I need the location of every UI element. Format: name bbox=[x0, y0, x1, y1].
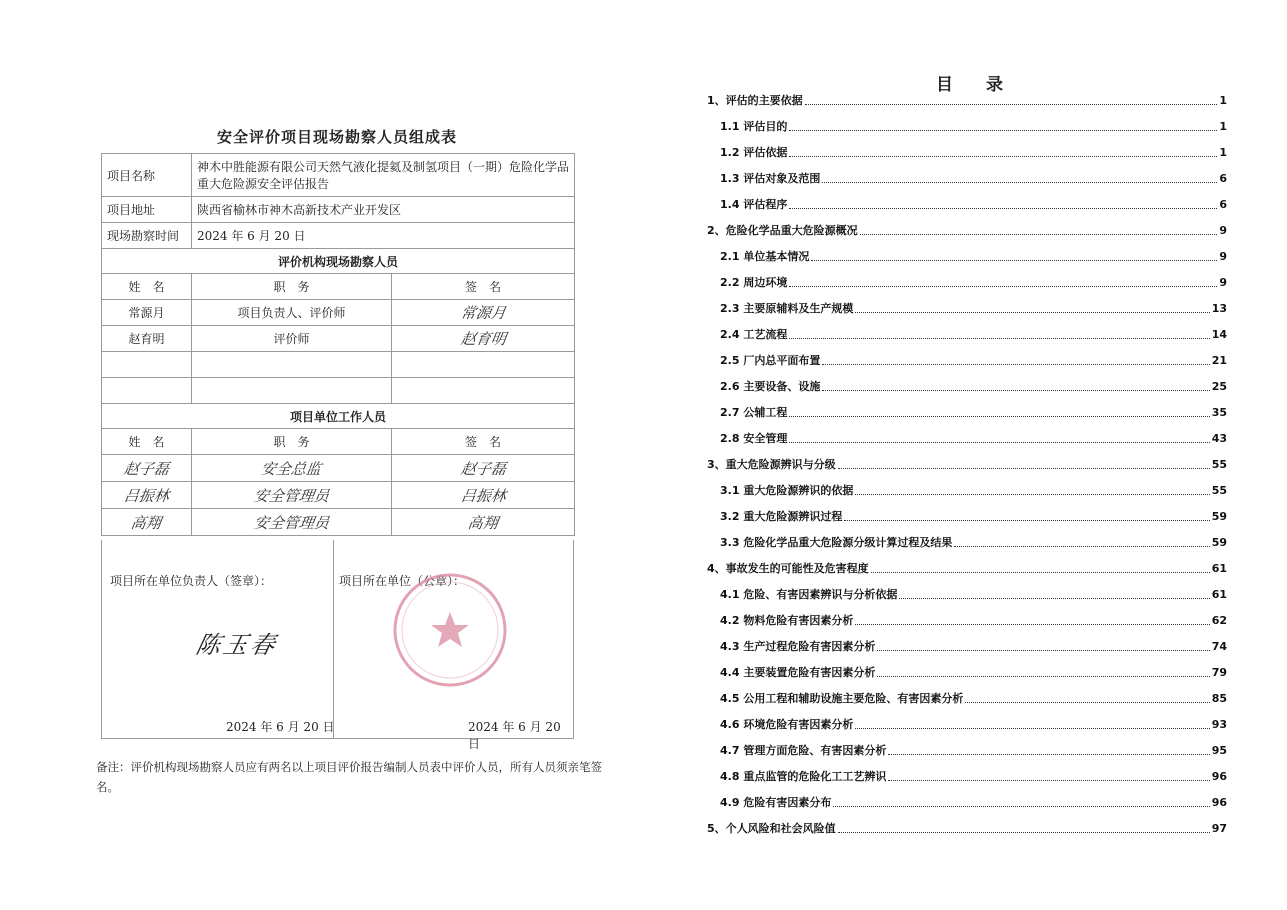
toc-entry-text: 3.2 重大危险源辨识过程 bbox=[720, 510, 843, 523]
toc-entry[interactable] bbox=[720, 789, 1227, 815]
toc-entry-text: 4.1 危险、有害因素辨识与分析依据 bbox=[720, 588, 898, 601]
eval-col-name: 姓 名 bbox=[102, 274, 192, 300]
toc-leader-dots bbox=[860, 234, 1218, 235]
toc-leader-dots bbox=[789, 442, 1209, 443]
toc-entry-page: 74 bbox=[1211, 639, 1227, 653]
toc-entry-text: 4.5 公用工程和辅助设施主要危险、有害因素分析 bbox=[720, 692, 964, 705]
toc-entry[interactable] bbox=[720, 347, 1227, 373]
toc-leader-dots bbox=[811, 260, 1217, 261]
toc-entry-text: 4.9 危险有害因素分布 bbox=[720, 796, 832, 809]
toc-entry-text: 2.2 周边环境 bbox=[720, 276, 788, 289]
toc-entry[interactable] bbox=[707, 451, 1227, 477]
toc-entry-text: 2.1 单位基本情况 bbox=[720, 250, 810, 263]
toc-entry-page: 21 bbox=[1211, 353, 1227, 367]
toc-entry[interactable] bbox=[720, 139, 1227, 165]
toc-leader-dots bbox=[954, 546, 1209, 547]
toc-leader-dots bbox=[789, 208, 1217, 209]
eval-duty-cell: 项目负责人、评价师 bbox=[192, 300, 392, 326]
toc-entry[interactable] bbox=[720, 399, 1227, 425]
toc-entry-page: 96 bbox=[1211, 795, 1227, 809]
toc-leader-dots bbox=[789, 286, 1217, 287]
toc-entry-page: 95 bbox=[1211, 743, 1227, 757]
project-name-row bbox=[102, 154, 575, 197]
responsible-signature: 陈玉春 bbox=[193, 631, 281, 659]
toc-entry-page: 9 bbox=[1219, 275, 1227, 289]
unit-sign-cell bbox=[392, 455, 575, 482]
toc-leader-dots bbox=[789, 338, 1209, 339]
approval-box bbox=[101, 540, 574, 751]
unit-duty-cell bbox=[192, 482, 392, 509]
toc-leader-dots bbox=[822, 182, 1217, 183]
toc-entry[interactable] bbox=[720, 191, 1227, 217]
unit-col-sign: 签 名 bbox=[392, 429, 575, 455]
handwritten-duty: 安全总监 bbox=[260, 459, 323, 478]
toc-entry[interactable] bbox=[720, 529, 1227, 555]
toc-entry-page: 61 bbox=[1211, 587, 1227, 601]
toc-entry-text: 4.6 环境危险有害因素分析 bbox=[720, 718, 854, 731]
project-name-label: 项目名称 bbox=[102, 154, 192, 197]
handwritten-name: 高翔 bbox=[130, 513, 163, 532]
toc-entry-page: 96 bbox=[1211, 769, 1227, 783]
toc-entry-page: 97 bbox=[1211, 821, 1227, 835]
unit-duty-cell bbox=[192, 455, 392, 482]
toc-entry-page: 55 bbox=[1211, 483, 1227, 497]
toc-entry-page: 1 bbox=[1219, 145, 1227, 159]
project-address-row bbox=[102, 197, 575, 223]
toc-entry-text: 2.3 主要原辅料及生产规模 bbox=[720, 302, 854, 315]
toc-entry-text: 4.8 重点监管的危险化工工艺辨识 bbox=[720, 770, 887, 783]
eval-col-duty: 职 务 bbox=[192, 274, 392, 300]
eval-section-heading: 评价机构现场勘察人员 bbox=[102, 249, 575, 274]
toc-entry-text: 1.4 评估程序 bbox=[720, 198, 788, 211]
toc-entry[interactable] bbox=[720, 581, 1227, 607]
toc-leader-dots bbox=[855, 494, 1209, 495]
handwritten-name: 吕振林 bbox=[122, 486, 171, 505]
eval-duty-cell: 评价师 bbox=[192, 326, 392, 352]
table-row bbox=[102, 482, 575, 509]
project-name-value: 神木中胜能源有限公司天然气液化提氦及制氢项目（一期）危险化学品重大危险源安全评估报告 bbox=[192, 154, 575, 197]
toc-entry[interactable] bbox=[720, 737, 1227, 763]
unit-name-cell bbox=[102, 509, 192, 536]
toc-leader-dots bbox=[805, 104, 1218, 105]
toc-entry-page: 9 bbox=[1219, 249, 1227, 263]
toc-leader-dots bbox=[838, 832, 1210, 833]
toc-entry-page: 59 bbox=[1211, 535, 1227, 549]
survey-personnel-page bbox=[0, 0, 640, 910]
toc-leader-dots bbox=[965, 702, 1209, 703]
toc-leader-dots bbox=[871, 572, 1210, 573]
toc-entry[interactable] bbox=[720, 659, 1227, 685]
unit-sign-cell bbox=[392, 509, 575, 536]
toc-entry-page: 25 bbox=[1211, 379, 1227, 393]
toc-entry[interactable] bbox=[720, 633, 1227, 659]
toc-entry-text: 3.1 重大危险源辨识的依据 bbox=[720, 484, 854, 497]
toc-entry-text: 2.7 公辅工程 bbox=[720, 406, 788, 419]
toc-entry-page: 1 bbox=[1219, 93, 1227, 107]
unit-sign-cell bbox=[392, 482, 575, 509]
unit-seal-label: 项目所在单位（公章）： bbox=[339, 574, 466, 588]
handwritten-signature: 赵子磊 bbox=[459, 459, 507, 478]
toc-entry[interactable] bbox=[720, 243, 1227, 269]
toc-entry-text: 2.8 安全管理 bbox=[720, 432, 788, 445]
unit-date: 2024 年 6 月 20 日 bbox=[468, 720, 561, 751]
toc-leader-dots bbox=[833, 806, 1209, 807]
toc-entry[interactable] bbox=[720, 321, 1227, 347]
toc-entry-page: 85 bbox=[1211, 691, 1227, 705]
responsible-label: 项目所在单位负责人（签章）： bbox=[110, 574, 273, 588]
toc-leader-dots bbox=[877, 676, 1209, 677]
toc-leader-dots bbox=[888, 780, 1209, 781]
toc-leader-dots bbox=[844, 520, 1209, 521]
responsible-date: 2024 年 6 月 20 日 bbox=[226, 720, 335, 734]
survey-time-row bbox=[102, 223, 575, 249]
toc-entry-text: 4.7 管理方面危险、有害因素分析 bbox=[720, 744, 887, 757]
toc-leader-dots bbox=[789, 416, 1209, 417]
unit-header-row bbox=[102, 429, 575, 455]
eval-header-row bbox=[102, 274, 575, 300]
toc-entry[interactable] bbox=[707, 217, 1227, 243]
toc-entry-text: 1.1 评估目的 bbox=[720, 120, 788, 133]
survey-time-value: 2024 年 6 月 20 日 bbox=[192, 223, 575, 249]
toc-entry[interactable] bbox=[720, 477, 1227, 503]
unit-name-cell bbox=[102, 455, 192, 482]
toc-entry-text: 2.5 厂内总平面布置 bbox=[720, 354, 821, 367]
toc-entry[interactable] bbox=[720, 373, 1227, 399]
toc-leader-dots bbox=[877, 650, 1209, 651]
toc-leader-dots bbox=[855, 312, 1209, 313]
unit-section-heading: 项目单位工作人员 bbox=[102, 404, 575, 429]
toc-entry[interactable] bbox=[707, 87, 1227, 113]
toc-entry-page: 93 bbox=[1211, 717, 1227, 731]
table-row bbox=[102, 300, 575, 326]
toc-entry-page: 79 bbox=[1211, 665, 1227, 679]
survey-personnel-table bbox=[101, 153, 575, 536]
toc-entry-text: 1.3 评估对象及范围 bbox=[720, 172, 821, 185]
empty-row bbox=[102, 378, 575, 404]
handwritten-signature: 赵育明 bbox=[459, 330, 507, 348]
toc-entry-page: 55 bbox=[1211, 457, 1227, 471]
eval-col-sign: 签 名 bbox=[392, 274, 575, 300]
eval-name-cell: 赵育明 bbox=[102, 326, 192, 352]
toc-leader-dots bbox=[855, 624, 1209, 625]
toc-entry-page: 35 bbox=[1211, 405, 1227, 419]
survey-time-label: 现场勘察时间 bbox=[102, 223, 192, 249]
approval-divider bbox=[333, 540, 334, 739]
toc-entry-page: 43 bbox=[1211, 431, 1227, 445]
toc-entry[interactable] bbox=[720, 113, 1227, 139]
toc-entry-text: 2.4 工艺流程 bbox=[720, 328, 788, 341]
toc-entry[interactable] bbox=[720, 295, 1227, 321]
toc-entry-text: 2、危险化学品重大危险源概况 bbox=[707, 224, 858, 237]
toc-entry-text: 3.3 危险化学品重大危险源分级计算过程及结果 bbox=[720, 536, 953, 549]
toc-entry-text: 4.2 物料危险有害因素分析 bbox=[720, 614, 854, 627]
toc-entry[interactable] bbox=[720, 685, 1227, 711]
unit-col-duty: 职 务 bbox=[192, 429, 392, 455]
eval-sign-cell bbox=[392, 326, 575, 352]
handwritten-name: 赵子磊 bbox=[122, 459, 171, 478]
toc-entry-page: 62 bbox=[1211, 613, 1227, 627]
table-row bbox=[102, 455, 575, 482]
handwritten-signature: 高翔 bbox=[466, 513, 500, 532]
toc-leader-dots bbox=[822, 390, 1209, 391]
toc-leader-dots bbox=[822, 364, 1209, 365]
toc-title: 目 录 bbox=[936, 75, 1011, 95]
toc-page bbox=[660, 0, 1287, 910]
toc-entry-text: 1.2 评估依据 bbox=[720, 146, 788, 159]
toc-entry-text: 3、重大危险源辨识与分级 bbox=[707, 458, 836, 471]
toc-entry-text: 4、事故发生的可能性及危害程度 bbox=[707, 562, 869, 575]
toc-entry-text: 1、评估的主要依据 bbox=[707, 94, 803, 107]
handwritten-duty: 安全管理员 bbox=[252, 513, 331, 532]
company-seal-icon bbox=[390, 570, 510, 690]
toc-entry-text: 5、个人风险和社会风险值 bbox=[707, 822, 836, 835]
toc-leader-dots bbox=[855, 728, 1209, 729]
handwritten-duty: 安全管理员 bbox=[252, 486, 331, 505]
toc-entry-page: 61 bbox=[1211, 561, 1227, 575]
toc-entry-text: 2.6 主要设备、设施 bbox=[720, 380, 821, 393]
eval-name-cell: 常源月 bbox=[102, 300, 192, 326]
toc-entry[interactable] bbox=[720, 503, 1227, 529]
table-row bbox=[102, 326, 575, 352]
toc-entry[interactable] bbox=[720, 711, 1227, 737]
unit-duty-cell bbox=[192, 509, 392, 536]
toc-entry-page: 6 bbox=[1219, 171, 1227, 185]
toc-leader-dots bbox=[888, 754, 1209, 755]
toc-entry[interactable] bbox=[720, 269, 1227, 295]
table-row bbox=[102, 509, 575, 536]
unit-name-cell bbox=[102, 482, 192, 509]
toc-entry[interactable] bbox=[707, 555, 1227, 581]
toc-entry-page: 9 bbox=[1219, 223, 1227, 237]
toc-leader-dots bbox=[838, 468, 1210, 469]
handwritten-signature: 常源月 bbox=[459, 304, 507, 322]
toc-entry[interactable] bbox=[707, 815, 1227, 841]
toc-leader-dots bbox=[789, 130, 1217, 131]
toc-entry[interactable] bbox=[720, 763, 1227, 789]
toc-leader-dots bbox=[899, 598, 1209, 599]
toc-entry[interactable] bbox=[720, 607, 1227, 633]
toc-entry-page: 1 bbox=[1219, 119, 1227, 133]
unit-col-name: 姓 名 bbox=[102, 429, 192, 455]
empty-row bbox=[102, 352, 575, 378]
toc-entry-text: 4.4 主要装置危险有害因素分析 bbox=[720, 666, 876, 679]
eval-sign-cell bbox=[392, 300, 575, 326]
toc-entry-text: 4.3 生产过程危险有害因素分析 bbox=[720, 640, 876, 653]
toc-entry-page: 59 bbox=[1211, 509, 1227, 523]
toc-entry[interactable] bbox=[720, 165, 1227, 191]
project-address-value: 陕西省榆林市神木高新技术产业开发区 bbox=[192, 197, 575, 223]
toc-entry-page: 6 bbox=[1219, 197, 1227, 211]
project-address-label: 项目地址 bbox=[102, 197, 192, 223]
toc-leader-dots bbox=[789, 156, 1217, 157]
note-text: 备注：评价机构现场勘察人员应有两名以上项目评价报告编制人员表中评价人员，所有人员须亲笔签名。 bbox=[96, 760, 602, 794]
handwritten-signature: 吕振林 bbox=[459, 486, 507, 505]
toc-entry[interactable] bbox=[720, 425, 1227, 451]
form-title: 安全评价项目现场勘察人员组成表 bbox=[216, 128, 457, 146]
toc-entry-page: 14 bbox=[1211, 327, 1227, 341]
toc-entry-page: 13 bbox=[1211, 301, 1227, 315]
